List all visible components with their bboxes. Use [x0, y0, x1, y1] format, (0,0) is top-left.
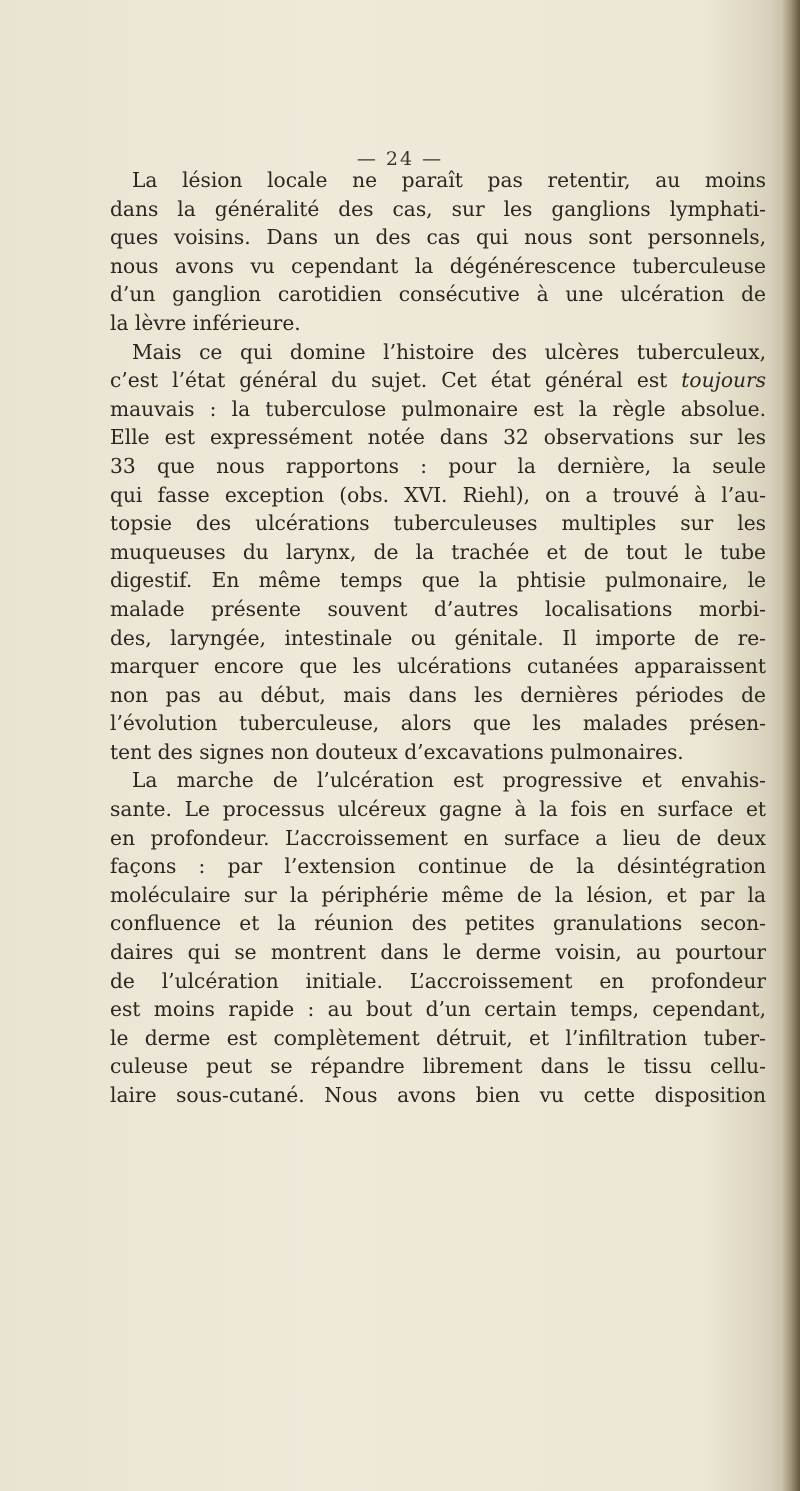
- text-line: [110, 338, 766, 367]
- text-line: [110, 938, 766, 967]
- text-line-content: laire sous-cutané. Nous avons bien vu cette disposition: [110, 1083, 766, 1107]
- text-line: [110, 1052, 766, 1081]
- text-line-content: La lésion locale ne paraît pas retentir, au moins: [132, 168, 766, 192]
- text-line: [110, 909, 766, 938]
- text-line: [110, 366, 766, 395]
- text-line: [110, 423, 766, 452]
- text-line: [110, 624, 766, 653]
- text-line-content: Mais ce qui domine l’histoire des ulcères tuberculeux,: [132, 339, 766, 364]
- page-number-header: — 24 —: [356, 148, 444, 170]
- text-line: [110, 852, 766, 881]
- text-line: [110, 481, 766, 510]
- text-line-content: moléculaire sur la périphérie même de la lésion, et par la: [110, 882, 766, 907]
- text-line-content: des, laryngée, intestinale ou génitale. Il importe de re-: [110, 625, 766, 650]
- text-line: [110, 538, 766, 567]
- text-line: [110, 795, 766, 824]
- text-line: [110, 195, 766, 224]
- text-line-content: la lèvre inférieure.: [110, 310, 301, 335]
- text-line-content: d’un ganglion carotidien consécutive à une ulcération de: [110, 282, 766, 307]
- text-line-content: 33 que nous rapportons : pour la dernière, la seule: [110, 453, 766, 478]
- text-line: [110, 595, 766, 624]
- text-line-content: muqueuses du larynx, de la trachée et de tout le tube: [110, 539, 766, 564]
- text-line-content: digestif. En même temps que la phtisie pulmonaire, le: [110, 568, 766, 593]
- text-line: [110, 681, 766, 710]
- text-line: [110, 881, 766, 910]
- text-line: [110, 252, 766, 281]
- text-line-content: topsie des ulcérations tuberculeuses multiples sur les: [110, 511, 766, 536]
- text-line-content: non pas au début, mais dans les dernières périodes de: [110, 682, 766, 707]
- text-line: [110, 166, 766, 195]
- text-line-content: Elle est expressément notée dans 32 observations sur les: [110, 425, 766, 450]
- text-line: [110, 738, 766, 767]
- text-line-content: tent des signes non douteux d’excavations pulmonaires.: [110, 739, 684, 764]
- text-line: [110, 967, 766, 996]
- text-line: [110, 566, 766, 595]
- text-line-content: en profondeur. L’accroissement en surface a lieu de deux: [110, 825, 766, 850]
- text-line: [110, 309, 766, 338]
- text-line-content: ques voisins. Dans un des cas qui nous sont personnels,: [110, 225, 766, 250]
- text-line: [110, 452, 766, 481]
- text-line-content: malade présente souvent d’autres localisations morbi-: [110, 596, 766, 621]
- text-line-content: mauvais : la tuberculose pulmonaire est la règle absolue.: [110, 396, 766, 421]
- text-line-content: confluence et la réunion des petites granulations secon-: [110, 911, 766, 936]
- text-line: [110, 709, 766, 738]
- body-text: [110, 166, 766, 1110]
- text-line-content: La marche de l’ulcération est progressive et envahis-: [132, 768, 766, 793]
- text-line-content: l’évolution tuberculeuse, alors que les malades présen-: [110, 711, 766, 736]
- text-line: [110, 509, 766, 538]
- text-line-content: qui fasse exception (obs. XVI. Riehl), on a trouvé à l’au-: [110, 482, 766, 507]
- text-line: [110, 824, 766, 853]
- text-line-content: dans la généralité des cas, sur les ganglions lymphati-: [110, 196, 766, 221]
- text-line-content: culeuse peut se répandre librement dans le tissu cellu-: [110, 1054, 766, 1079]
- text-line-content: est moins rapide : au bout d’un certain temps, cependant,: [110, 997, 766, 1022]
- page-edge-shadow: [782, 0, 800, 1491]
- text-line: [110, 395, 766, 424]
- text-line-content: nous avons vu cependant la dégénérescence tuberculeuse: [110, 253, 766, 278]
- text-line-content: marquer encore que les ulcérations cutanées apparaissent: [110, 654, 766, 679]
- text-line: [110, 995, 766, 1024]
- text-line-content: daires qui se montrent dans le derme voisin, au pourtour: [110, 940, 766, 965]
- text-line-content: c’est l’état général du sujet. Cet état général est: [110, 368, 682, 393]
- text-line-content: sante. Le processus ulcéreux gagne à la fois en surface et: [110, 797, 766, 822]
- text-line: [110, 280, 766, 309]
- text-line-content: le derme est complètement détruit, et l’infiltration tuber-: [110, 1025, 766, 1050]
- text-line: [110, 766, 766, 795]
- emphasis-word: toujours: [681, 368, 766, 393]
- text-line: [110, 652, 766, 681]
- text-line-content: de l’ulcération initiale. L’accroissement en profondeur: [110, 968, 766, 993]
- text-line-content: façons : par l’extension continue de la désintégration: [110, 854, 766, 879]
- text-line: [110, 1024, 766, 1053]
- text-line: [110, 223, 766, 252]
- text-line: [110, 1081, 766, 1110]
